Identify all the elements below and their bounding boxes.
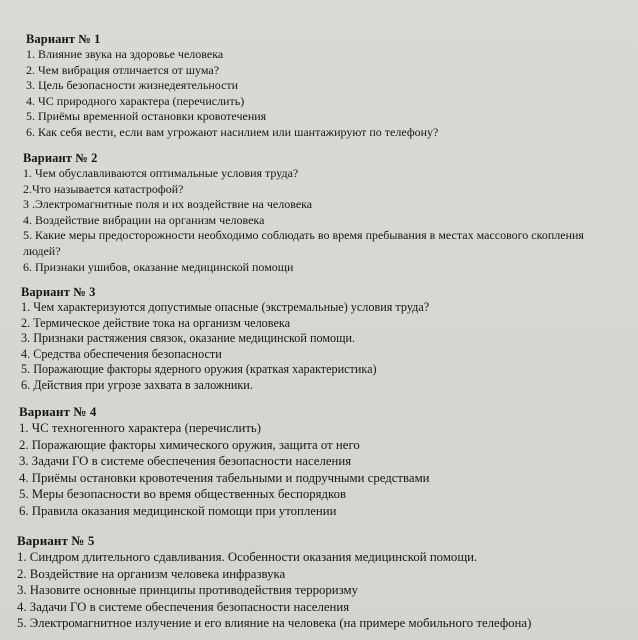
question-item: 2. Чем вибрация отличается от шума?	[26, 62, 220, 77]
question-item: 1. Синдром длительного сдавливания. Особенности оказания медицинской помощи.	[17, 550, 478, 564]
variant-1	[26, 32, 638, 141]
variant-2	[23, 151, 638, 275]
variant-title: Вариант № 4	[19, 404, 97, 419]
question-item: 3 .Электромагнитные поля и их воздействие на человека	[23, 197, 313, 212]
question-item: 6. Действия при угрозе захвата в заложники.	[21, 377, 253, 392]
variant-title: Вариант № 1	[26, 32, 101, 46]
question-item: 1. Чем характеризуются допустимые опасные (экстремальные) условия труда?	[21, 300, 430, 314]
question-item: 3. Признаки растяжения связок, оказание медицинской помощи.	[21, 331, 356, 346]
variant-4	[19, 405, 638, 520]
question-item: 4. Приёмы остановки кровотечения табельными и подручными средствами	[19, 470, 430, 485]
question-item: 1. Чем обуславливаются оптимальные условия труда?	[23, 166, 299, 180]
question-item: 3. Задачи ГО в системе обеспечения безопасности населения	[19, 454, 352, 469]
question-item: 2. Воздействие на организм человека инфразвука	[17, 566, 286, 581]
question-item: 5. Электромагнитное излучение и его влияние на человека (на примере мобильного телефона)	[17, 616, 532, 631]
question-item: 5. Поражающие факторы ядерного оружия (краткая характеристика)	[21, 362, 377, 377]
question-item: 4. ЧС природного характера (перечислить)	[26, 93, 245, 108]
question-item: 6. Как себя вести, если вам угрожают насилием или шантажируют по телефону?	[26, 124, 439, 139]
question-item: 4. Воздействие вибрации на организм человека	[23, 212, 265, 227]
question-item: 2. Термическое действие тока на организм человека	[21, 315, 290, 330]
question-item: 2.Что называется катастрофой?	[23, 181, 184, 196]
question-item: 6. Признаки ушибов, оказание медицинской помощи	[23, 259, 294, 274]
question-item: 5. Меры безопасности во время общественных беспорядков	[19, 487, 347, 502]
variant-5	[17, 534, 637, 632]
question-item: 5. Приёмы временной остановки кровотечения	[26, 109, 267, 124]
question-item: 1. ЧС техногенного характера (перечислить)	[19, 421, 262, 435]
question-item: 3. Назовите основные принципы противодействия терроризму	[17, 583, 359, 598]
variant-title: Вариант № 2	[23, 151, 98, 165]
question-item: 3. Цель безопасности жизнедеятельности	[26, 78, 239, 93]
question-item: 6. Правила оказания медицинской помощи при утоплении	[19, 503, 337, 518]
variant-3	[21, 285, 638, 394]
variant-title: Вариант № 3	[21, 285, 96, 299]
question-item: 4. Задачи ГО в системе обеспечения безопасности населения	[17, 599, 350, 614]
question-item: 2. Поражающие факторы химического оружия, защита от него	[19, 437, 360, 452]
question-item: 4. Средства обеспечения безопасности	[21, 346, 222, 361]
question-item: 5. Какие меры предосторожности необходимо соблюдать во время пребывания в местах массового скопления людей?	[23, 228, 584, 258]
variant-title: Вариант № 5	[17, 533, 95, 548]
question-item: 1. Влияние звука на здоровье человека	[26, 47, 224, 61]
